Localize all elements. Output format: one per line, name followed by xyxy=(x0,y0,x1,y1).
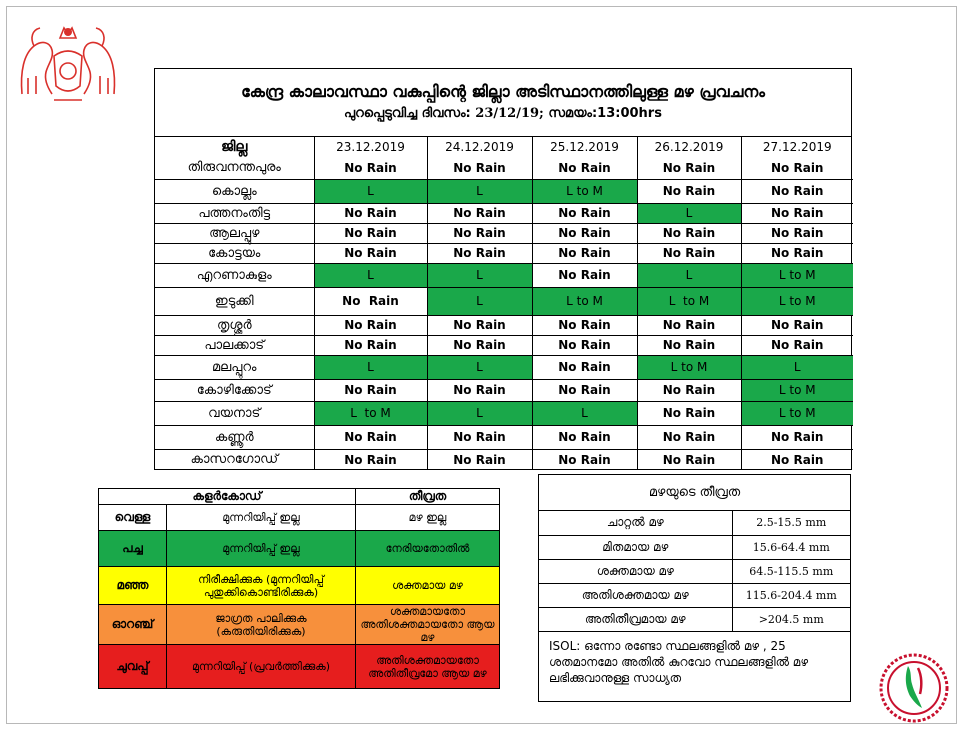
forecast-cell: L xyxy=(427,179,532,203)
forecast-cell: L xyxy=(741,355,853,379)
forecast-cell: L xyxy=(637,263,741,287)
issued-label: പുറപ്പെടുവിച്ച ദിവസം: xyxy=(344,106,471,121)
forecast-table xyxy=(154,68,852,470)
district-name: തിരുവനന്തപുരം xyxy=(155,157,314,179)
forecast-row xyxy=(155,203,853,223)
forecast-cell: No Rain xyxy=(741,449,853,470)
intensity-range: 64.5-115.5 mm xyxy=(732,559,850,583)
forecast-row xyxy=(155,379,853,401)
warning-text: നിരീക്ഷിക്കുക (മുന്നറിയിപ്പ് പുതുക്കികൊണ്ടിരിക്കുക) xyxy=(167,567,356,605)
color-name: ഓറഞ്ച് xyxy=(99,605,167,645)
forecast-cell: L xyxy=(532,401,637,425)
forecast-cell: L xyxy=(314,179,427,203)
forecast-cell: No Rain xyxy=(532,355,637,379)
forecast-cell: No Rain xyxy=(637,157,741,179)
intensity-label: അതിശക്തമായ മഴ xyxy=(539,583,732,607)
intensity-text: നേരിയതോതിൽ xyxy=(356,531,500,567)
time-value: 13:00hrs xyxy=(597,106,662,121)
forecast-cell: No Rain xyxy=(427,425,532,449)
intensity-row xyxy=(539,607,850,631)
district-name: കോഴിക്കോട് xyxy=(155,379,314,401)
intensity-range: 115.6-204.4 mm xyxy=(732,583,850,607)
forecast-row xyxy=(155,287,853,315)
intensity-label: മിതമായ മഴ xyxy=(539,535,732,559)
forecast-cell: L to M xyxy=(637,287,741,315)
forecast-cell: No Rain xyxy=(314,335,427,355)
intensity-text: ശക്തമായ മഴ xyxy=(356,567,500,605)
color-name: വെള്ള xyxy=(99,505,167,531)
forecast-cell: No Rain xyxy=(532,425,637,449)
warning-text: മുന്നറിയിപ്പ് ഇല്ല xyxy=(167,531,356,567)
forecast-cell: No Rain xyxy=(637,223,741,243)
forecast-cell: L to M xyxy=(314,401,427,425)
forecast-cell: No Rain xyxy=(741,223,853,243)
forecast-cell: No Rain xyxy=(427,315,532,335)
forecast-row xyxy=(155,157,853,179)
forecast-cell: No Rain xyxy=(637,379,741,401)
district-name: പത്തനംതിട്ട xyxy=(155,203,314,223)
date-column-header: 26.12.2019 xyxy=(637,137,741,157)
forecast-cell: No Rain xyxy=(427,243,532,263)
forecast-cell: No Rain xyxy=(314,287,427,315)
forecast-header-row xyxy=(155,137,853,157)
district-name: കോട്ടയം xyxy=(155,243,314,263)
issued-date: 23/12/19; xyxy=(475,106,544,121)
forecast-row xyxy=(155,223,853,243)
intensity-row xyxy=(539,583,850,607)
forecast-cell: No Rain xyxy=(532,379,637,401)
color-code-row xyxy=(99,531,500,567)
forecast-cell: L to M xyxy=(741,401,853,425)
district-name: പാലക്കാട് xyxy=(155,335,314,355)
forecast-cell: No Rain xyxy=(314,449,427,470)
forecast-cell: No Rain xyxy=(532,263,637,287)
intensity-range: 15.6-64.4 mm xyxy=(732,535,850,559)
time-label: സമയം: xyxy=(548,106,598,121)
forecast-cell: No Rain xyxy=(532,203,637,223)
intensity-header: തീവ്രത xyxy=(356,489,500,505)
forecast-cell: No Rain xyxy=(314,379,427,401)
intensity-range: >204.5 mm xyxy=(732,607,850,631)
forecast-cell: No Rain xyxy=(741,335,853,355)
forecast-row xyxy=(155,335,853,355)
forecast-cell: No Rain xyxy=(427,379,532,401)
forecast-cell: L to M xyxy=(741,263,853,287)
forecast-cell: No Rain xyxy=(532,449,637,470)
color-code-header: കളർകോഡ് xyxy=(99,489,356,505)
isol-note: ISOL: ഒന്നോ രണ്ടോ സ്ഥലങ്ങളിൽ മഴ , 25 ശതമാനമോ അതിൽ കുറവോ സ്ഥലങ്ങളിൽ മഴ ലഭിക്കുവാനുള്ള സാധ്യത xyxy=(549,638,809,685)
intensity-row xyxy=(539,559,850,583)
forecast-cell: L xyxy=(427,355,532,379)
color-name: മഞ്ഞ xyxy=(99,567,167,605)
forecast-cell: No Rain xyxy=(637,335,741,355)
forecast-cell: No Rain xyxy=(741,157,853,179)
forecast-row xyxy=(155,315,853,335)
forecast-row xyxy=(155,179,853,203)
forecast-row xyxy=(155,263,853,287)
district-name: എറണാകുളം xyxy=(155,263,314,287)
forecast-cell: No Rain xyxy=(637,315,741,335)
forecast-cell: No Rain xyxy=(314,315,427,335)
color-code-header-row xyxy=(99,489,500,505)
district-name: കൊല്ലം xyxy=(155,179,314,203)
forecast-cell: No Rain xyxy=(314,243,427,263)
intensity-label: അതിതീവ്രമായ മഴ xyxy=(539,607,732,631)
forecast-cell: No Rain xyxy=(427,157,532,179)
date-column-header: 23.12.2019 xyxy=(314,137,427,157)
forecast-cell: No Rain xyxy=(532,335,637,355)
forecast-cell: L xyxy=(637,203,741,223)
forecast-cell: L to M xyxy=(637,355,741,379)
intensity-text: ശക്തമായതോ അതിശക്തമായതോ ആയ മഴ xyxy=(356,605,500,645)
forecast-cell: No Rain xyxy=(741,425,853,449)
forecast-cell: L xyxy=(427,287,532,315)
date-column-header: 24.12.2019 xyxy=(427,137,532,157)
forecast-cell: No Rain xyxy=(427,203,532,223)
forecast-cell: No Rain xyxy=(741,243,853,263)
forecast-cell: L to M xyxy=(532,287,637,315)
forecast-row xyxy=(155,449,853,470)
intensity-label: ശക്തമായ മഴ xyxy=(539,559,732,583)
color-name: പച്ച xyxy=(99,531,167,567)
forecast-cell: No Rain xyxy=(637,179,741,203)
forecast-cell: No Rain xyxy=(637,449,741,470)
color-code-row xyxy=(99,605,500,645)
intensity-text: മഴ ഇല്ല xyxy=(356,505,500,531)
forecast-cell: L xyxy=(427,401,532,425)
ksdma-logo-icon xyxy=(878,652,950,724)
color-name: ചുവപ്പ് xyxy=(99,645,167,689)
forecast-cell: No Rain xyxy=(741,315,853,335)
forecast-cell: No Rain xyxy=(637,401,741,425)
forecast-cell: No Rain xyxy=(637,425,741,449)
forecast-title: കേന്ദ്ര കാലാവസ്ഥാ വകുപ്പിന്റെ ജില്ലാ അടിസ്ഥാനത്തിലുള്ള മഴ പ്രവചനം xyxy=(241,82,765,101)
forecast-cell: No Rain xyxy=(427,449,532,470)
district-name: വയനാട് xyxy=(155,401,314,425)
district-name: തൃശ്ശൂർ xyxy=(155,315,314,335)
forecast-row xyxy=(155,355,853,379)
warning-text: മുന്നറിയിപ്പ് ഇല്ല xyxy=(167,505,356,531)
date-column-header: 27.12.2019 xyxy=(741,137,853,157)
forecast-cell: No Rain xyxy=(741,179,853,203)
district-name: ഇടുക്കി xyxy=(155,287,314,315)
forecast-cell: No Rain xyxy=(637,243,741,263)
district-column-header: ജില്ല xyxy=(155,137,314,157)
forecast-cell: L xyxy=(314,355,427,379)
color-code-row xyxy=(99,505,500,531)
district-name: കണ്ണൂർ xyxy=(155,425,314,449)
forecast-cell: L to M xyxy=(532,179,637,203)
forecast-row xyxy=(155,425,853,449)
color-code-table xyxy=(98,488,500,689)
color-code-row xyxy=(99,567,500,605)
forecast-header xyxy=(155,69,851,137)
forecast-cell: No Rain xyxy=(314,157,427,179)
forecast-cell: L xyxy=(427,263,532,287)
district-name: കാസറഗോഡ് xyxy=(155,449,314,470)
forecast-cell: L xyxy=(314,263,427,287)
forecast-cell: No Rain xyxy=(532,315,637,335)
forecast-cell: No Rain xyxy=(741,203,853,223)
intensity-row xyxy=(539,535,850,559)
forecast-cell: No Rain xyxy=(532,157,637,179)
rain-intensity-table xyxy=(538,474,851,702)
forecast-cell: No Rain xyxy=(314,203,427,223)
intensity-row xyxy=(539,511,850,535)
warning-text: മുന്നറിയിപ്പ് (പ്രവർത്തിക്കുക) xyxy=(167,645,356,689)
date-column-header: 25.12.2019 xyxy=(532,137,637,157)
color-code-row xyxy=(99,645,500,689)
forecast-cell: No Rain xyxy=(427,335,532,355)
intensity-text: അതിശക്തമായതോ അതിതീവ്രമോ ആയ മഴ xyxy=(356,645,500,689)
forecast-row xyxy=(155,243,853,263)
forecast-row xyxy=(155,401,853,425)
kerala-emblem-icon xyxy=(14,16,122,106)
rain-intensity-title: മഴയുടെ തീവ്രത xyxy=(539,475,850,511)
forecast-cell: No Rain xyxy=(532,223,637,243)
forecast-cell: No Rain xyxy=(532,243,637,263)
forecast-cell: No Rain xyxy=(314,223,427,243)
district-name: ആലപ്പുഴ xyxy=(155,223,314,243)
forecast-cell: No Rain xyxy=(427,223,532,243)
intensity-label: ചാറ്റൽ മഴ xyxy=(539,511,732,535)
intensity-range: 2.5-15.5 mm xyxy=(732,511,850,535)
district-name: മലപ്പുറം xyxy=(155,355,314,379)
forecast-cell: L to M xyxy=(741,287,853,315)
forecast-cell: No Rain xyxy=(314,425,427,449)
forecast-cell: L to M xyxy=(741,379,853,401)
warning-text: ജാഗ്രത പാലിക്കുക (കരുതിയിരിക്കുക) xyxy=(167,605,356,645)
forecast-issued-line xyxy=(155,103,851,125)
